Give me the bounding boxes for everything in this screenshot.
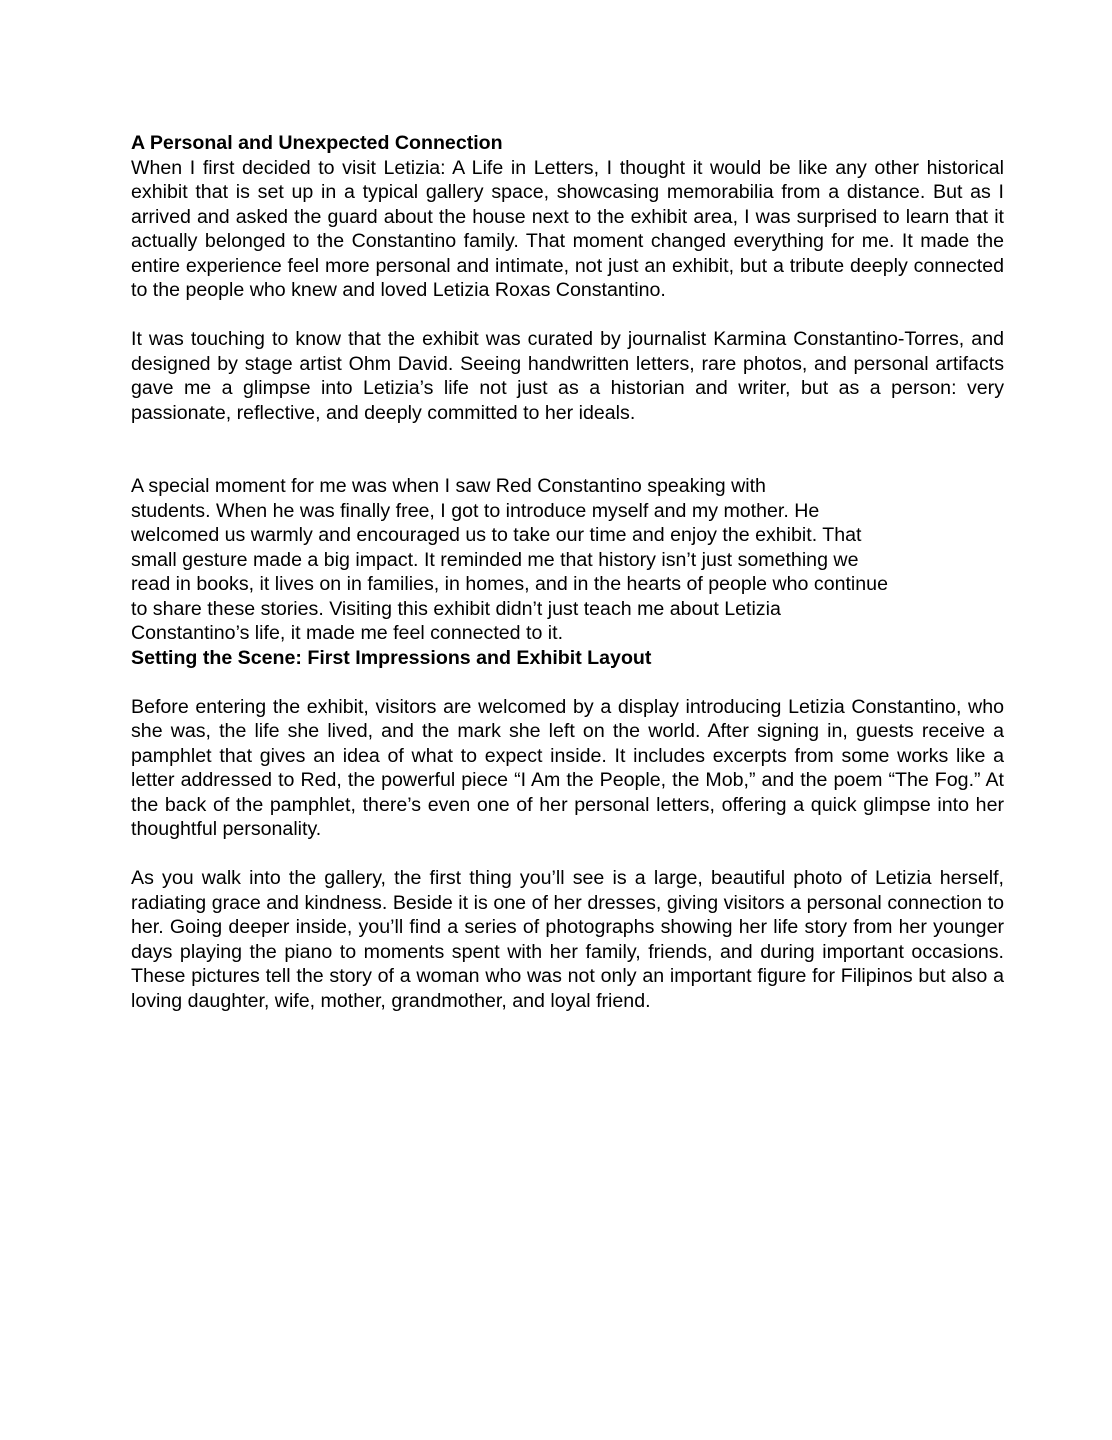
text-line: Constantino’s life, it made me feel connected to it. bbox=[131, 622, 564, 644]
text-line: welcomed us warmly and encouraged us to take our time and enjoy the exhibit. That bbox=[131, 524, 862, 546]
section-heading-personal-connection: A Personal and Unexpected Connection bbox=[131, 132, 503, 154]
text-line: A special moment for me was when I saw Red Constantino speaking with bbox=[131, 475, 766, 497]
paragraph-first-visit: When I first decided to visit Letizia: A Life in Letters, I thought it would be like any other historical exhibit that is set up in a typical gallery space, showcasing memorabilia from a distance. But as I arrived and asked the guard about the house next to the exhibit area, I was surprised to learn that it actually belonged to the Constantino family. That moment changed everything for me. It made the entire experience feel more personal and intimate, not just an exhibit, but a tribute deeply connected to the people who knew and loved Letizia Roxas Constantino. bbox=[131, 156, 1004, 301]
text-line: read in books, it lives on in families, in homes, and in the hearts of people who continue bbox=[131, 573, 888, 595]
paragraph-curation: It was touching to know that the exhibit was curated by journalist Karmina Constantino-Torres, and designed by stage artist Ohm David. Seeing handwritten letters, rare photos, and personal artifacts gave me a glimpse into Letizia’s life not just as a historian and writer, but as a person: very passionate, reflective, and deeply committed to her ideals. bbox=[131, 328, 1004, 424]
text-line: students. When he was finally free, I got to introduce myself and my mother. He bbox=[131, 499, 820, 522]
text-line: small gesture made a big impact. It reminded me that history isn’t just something we bbox=[131, 548, 859, 571]
text-line: to share these stories. Visiting this exhibit didn’t just teach me about Letizia bbox=[131, 597, 781, 620]
paragraph-before-entering: Before entering the exhibit, visitors are welcomed by a display introducing Letizia Constantino, who she was, the life she lived, and the mark she left on the world. After signing in, guests receive a pamphlet that gives an idea of what to expect inside. It includes excerpts from some works like a letter addressed to Red, the powerful piece “I Am the People, the Mob,” and the poem “The Fog.” At the back of the pamphlet, there’s even one of her personal letters, offering a quick glimpse into her thoughtful personality. bbox=[131, 695, 1004, 840]
section-heading-setting-the-scene: Setting the Scene: First Impressions and Exhibit Layout bbox=[131, 646, 652, 669]
paragraph-special-moment bbox=[131, 474, 976, 646]
document-body bbox=[131, 131, 1004, 1013]
paragraph-gallery-walkthrough: As you walk into the gallery, the first thing you’ll see is a large, beautiful photo of Letizia herself, radiating grace and kindness. Beside it is one of her dresses, giving visitors a personal connection to her. Going deeper inside, you’ll find a series of photographs showing her life story from her younger days playing the piano to moments spent with her family, friends, and during important occasions. These pictures tell the story of a woman who was not only an important figure for Filipinos but also a loving daughter, wife, mother, grandmother, and loyal friend. bbox=[131, 867, 1004, 1012]
